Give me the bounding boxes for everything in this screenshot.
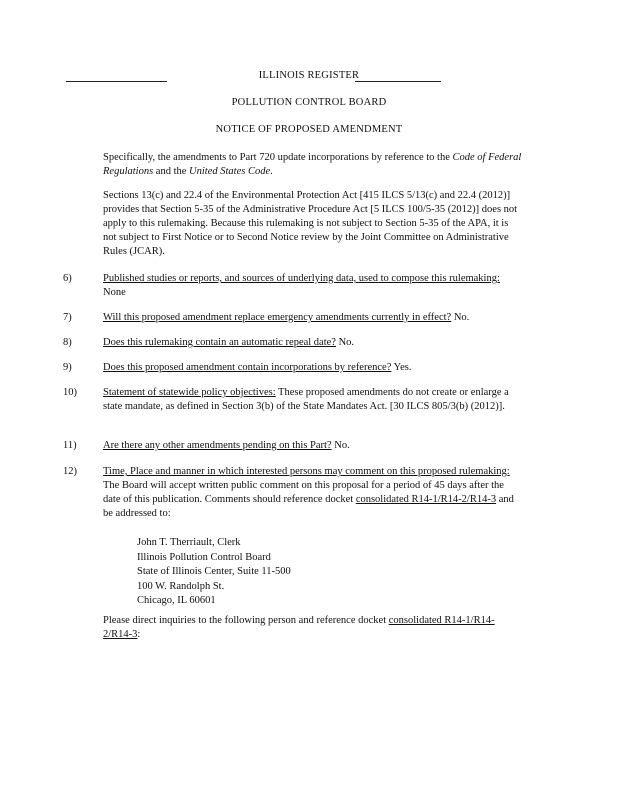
intro-p1-text-c: .: [270, 166, 273, 177]
item-question: Does this proposed amendment contain incorporations by reference?: [103, 362, 392, 373]
item-answer: No.: [331, 440, 350, 451]
address-line: Illinois Pollution Control Board: [137, 551, 271, 563]
intro-p1-usc: United States Code: [189, 166, 271, 177]
item-number: 7): [63, 312, 72, 323]
inquiries-text: Please direct inquiries to the following person and reference docket: [103, 615, 389, 626]
intro-paragraph-1: [103, 151, 523, 179]
address-line: Chicago, IL 60601: [137, 595, 216, 607]
inquiries-docket: consolidated R14-1/R14-2/R14-3: [103, 615, 495, 640]
inquiries-paragraph: [103, 614, 523, 642]
intro-p1-text-a: Specifically, the amendments to Part 720 update incorporations by reference to the: [103, 152, 453, 163]
item-answer: No.: [451, 312, 470, 323]
item-number: 11): [63, 440, 77, 451]
item-answer: The Board will accept written public comment on this proposal for a period of 45 days after the date of this publication. Comments should reference docket: [103, 480, 504, 505]
item-number: 9): [63, 362, 72, 373]
item-answer: None: [103, 287, 126, 298]
item-question: Time, Place and manner in which interested persons may comment on this proposed rulemaking:: [103, 466, 510, 477]
header-rule-right: [355, 81, 441, 82]
intro-p1-text-b: and the: [153, 166, 190, 177]
item-answer: No.: [335, 337, 355, 348]
agency-title: POLLUTION CONTROL BOARD: [231, 97, 387, 108]
item-number: 12): [63, 466, 77, 477]
address-line: John T. Therriault, Clerk: [137, 537, 241, 548]
address-line: State of Illinois Center, Suite 11-500: [137, 566, 291, 578]
item-tail: and be addressed to:: [103, 494, 514, 519]
item-answer: These proposed amendments do not create or enlarge a state mandate, as defined in Section 3(b) of the State Mandates Act. [30 ILCS 805/3(b) (2012)].: [103, 387, 509, 412]
notice-title: NOTICE OF PROPOSED AMENDMENT: [215, 124, 403, 135]
item-number: 8): [63, 337, 72, 348]
item-question: Does this rulemaking contain an automatic repeal date?: [103, 337, 336, 348]
clerk-address: [137, 536, 291, 609]
intro-p1-cfr: Code of Federal Regulations: [103, 152, 522, 177]
item-number: 10): [63, 387, 77, 398]
item-question: Will this proposed amendment replace emergency amendments currently in effect?: [103, 312, 452, 323]
intro-paragraph-2: Sections 13(c) and 22.4 of the Environmental Protection Act [415 ILCS 5/13(c) and 22.4 (2012)] provides that Section 5-35 of the Administrative Procedure Act [5 ILCS 100/5-35 (2012)] does not apply to this rulemaking. Because this rulemaking is not subject to Section 5-35 of the APA, it is not subject to First Notice or to Second Notice review by the Joint Committee on Administrative Rules (JCAR).: [103, 190, 518, 257]
item-question: Are there any other amendments pending on this Part?: [103, 440, 332, 451]
item-question: Published studies or reports, and sources of underlying data, used to compose this rulemaking:: [103, 273, 500, 284]
inquiries-tail: :: [137, 629, 141, 640]
item-answer: Yes.: [391, 362, 412, 373]
item-question: Statement of statewide policy objectives:: [103, 387, 276, 398]
address-line: 100 W. Randolph St.: [137, 580, 225, 592]
header-rule-left: [66, 81, 167, 82]
register-title: ILLINOIS REGISTER: [258, 70, 360, 81]
item-number: 6): [63, 273, 72, 284]
item-docket: consolidated R14-1/R14-2/R14-3: [355, 494, 497, 505]
